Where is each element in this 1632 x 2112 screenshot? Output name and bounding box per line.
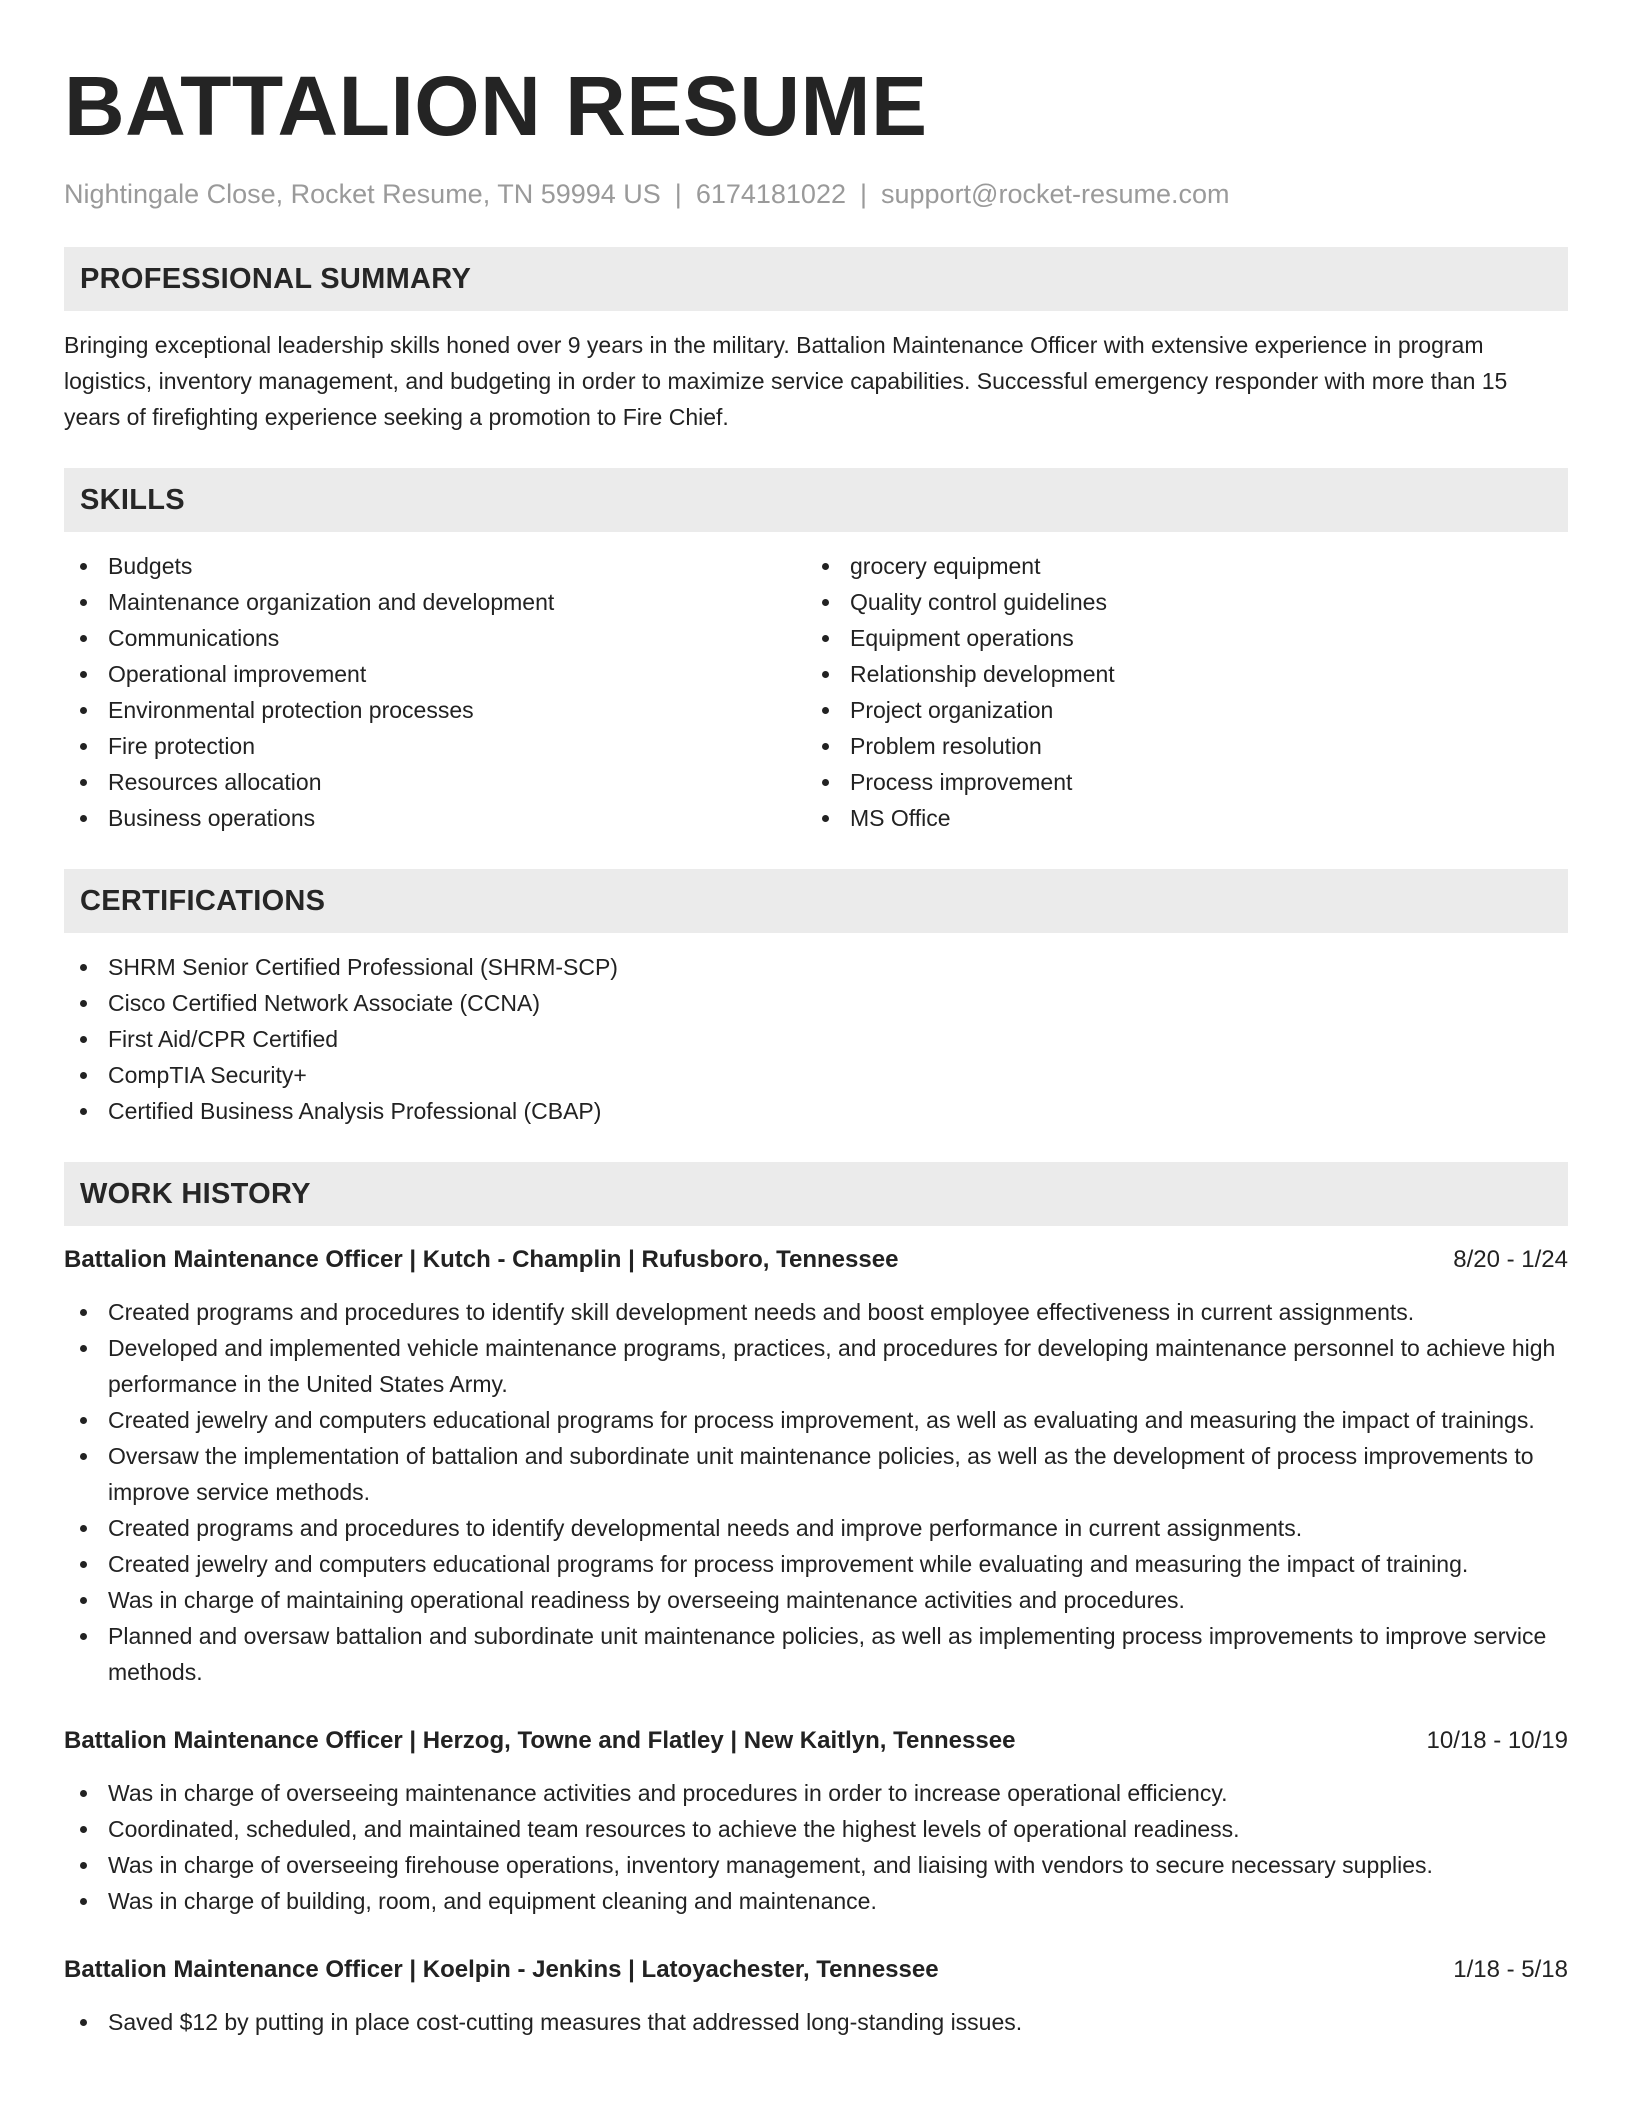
certification-item: CompTIA Security+ xyxy=(64,1057,1568,1093)
summary-section xyxy=(64,247,1568,435)
job-title: Battalion Maintenance Officer | Kutch - Champlin | Rufusboro, Tennessee xyxy=(64,1246,899,1273)
skill-item: Environmental protection processes xyxy=(64,692,806,728)
job-header xyxy=(64,1952,1568,1988)
certification-item: SHRM Senior Certified Professional (SHRM-SCP) xyxy=(64,949,1568,985)
certifications-section xyxy=(64,869,1568,1129)
work-history-section xyxy=(64,1162,1568,2040)
job-entry xyxy=(64,1242,1568,1690)
job-bullet: Saved $12 by putting in place cost-cutting measures that addressed long-standing issues. xyxy=(64,2004,1568,2040)
summary-heading: PROFESSIONAL SUMMARY xyxy=(64,247,1568,311)
contact-email: support@rocket-resume.com xyxy=(881,179,1230,209)
skill-item: MS Office xyxy=(806,800,1548,836)
contact-separator: | xyxy=(859,179,867,209)
skill-item: grocery equipment xyxy=(806,548,1548,584)
job-header xyxy=(64,1242,1568,1278)
job-entry xyxy=(64,1723,1568,1919)
skills-section xyxy=(64,468,1568,836)
job-bullet: Created jewelry and computers educational programs for process improvement while evaluating and measuring the impact of training. xyxy=(64,1546,1568,1582)
contact-separator: | xyxy=(674,179,682,209)
certification-item: Cisco Certified Network Associate (CCNA) xyxy=(64,985,1568,1021)
skill-item: Maintenance organization and development xyxy=(64,584,806,620)
job-bullet: Was in charge of overseeing firehouse operations, inventory management, and liaising with vendors to secure necessary supplies. xyxy=(64,1847,1568,1883)
skill-item: Relationship development xyxy=(806,656,1548,692)
skills-list-left xyxy=(64,548,806,836)
resume-name: BATTALION RESUME xyxy=(64,59,928,153)
skill-item: Process improvement xyxy=(806,764,1548,800)
skill-item: Resources allocation xyxy=(64,764,806,800)
job-bullet: Was in charge of maintaining operational readiness by overseeing maintenance activities and procedures. xyxy=(64,1582,1568,1618)
job-dates: 8/20 - 1/24 xyxy=(1453,1246,1568,1273)
summary-text: Bringing exceptional leadership skills honed over 9 years in the military. Battalion Maintenance Officer with extensive experience in program logistics, inventory management, and budgeting in order to maximize service capabilities. Successful emergency responder with more than 15 years of firefighting experience seeking a promotion to Fire Chief. xyxy=(64,332,1508,430)
contact-line xyxy=(64,178,1568,210)
job-bullet: Developed and implemented vehicle maintenance programs, practices, and procedures for developing maintenance personnel to achieve high performance in the United States Army. xyxy=(64,1330,1568,1402)
skill-item: Project organization xyxy=(806,692,1548,728)
job-bullet: Was in charge of overseeing maintenance activities and procedures in order to increase operational efficiency. xyxy=(64,1775,1568,1811)
contact-address: Nightingale Close, Rocket Resume, TN 59994 US xyxy=(64,179,661,209)
job-title: Battalion Maintenance Officer | Herzog, Towne and Flatley | New Kaitlyn, Tennessee xyxy=(64,1727,1016,1754)
certifications-list xyxy=(64,949,1568,1129)
skills-list-right xyxy=(806,548,1548,836)
skill-item: Communications xyxy=(64,620,806,656)
skills-heading: SKILLS xyxy=(64,468,1568,532)
job-bullets xyxy=(64,2004,1568,2040)
job-bullet: Coordinated, scheduled, and maintained team resources to achieve the highest levels of operational readiness. xyxy=(64,1811,1568,1847)
job-bullet: Created programs and procedures to identify skill development needs and boost employee effectiveness in current assignments. xyxy=(64,1294,1568,1330)
job-header xyxy=(64,1723,1568,1759)
certification-item: First Aid/CPR Certified xyxy=(64,1021,1568,1057)
skills-columns xyxy=(64,548,1568,836)
job-bullets xyxy=(64,1294,1568,1690)
job-bullet: Created jewelry and computers educational programs for process improvement, as well as evaluating and measuring the impact of trainings. xyxy=(64,1402,1568,1438)
job-dates: 1/18 - 5/18 xyxy=(1453,1956,1568,1983)
resume-page xyxy=(64,0,1568,2040)
skill-item: Budgets xyxy=(64,548,806,584)
certification-item: Certified Business Analysis Professional (CBAP) xyxy=(64,1093,1568,1129)
skill-item: Equipment operations xyxy=(806,620,1548,656)
skill-item: Fire protection xyxy=(64,728,806,764)
job-dates: 10/18 - 10/19 xyxy=(1426,1727,1568,1754)
contact-phone: 6174181022 xyxy=(695,179,846,209)
job-title: Battalion Maintenance Officer | Koelpin - Jenkins | Latoyachester, Tennessee xyxy=(64,1956,939,1983)
certifications-heading: CERTIFICATIONS xyxy=(64,869,1568,933)
job-bullet: Created programs and procedures to identify developmental needs and improve performance in current assignments. xyxy=(64,1510,1568,1546)
skill-item: Business operations xyxy=(64,800,806,836)
job-bullet: Was in charge of building, room, and equipment cleaning and maintenance. xyxy=(64,1883,1568,1919)
skill-item: Operational improvement xyxy=(64,656,806,692)
job-entry xyxy=(64,1952,1568,2040)
skill-item: Problem resolution xyxy=(806,728,1548,764)
work-history-heading: WORK HISTORY xyxy=(64,1162,1568,1226)
job-bullet: Planned and oversaw battalion and subordinate unit maintenance policies, as well as implementing process improvements to improve service methods. xyxy=(64,1618,1568,1690)
job-bullet: Oversaw the implementation of battalion and subordinate unit maintenance policies, as well as the development of process improvements to improve service methods. xyxy=(64,1438,1568,1510)
skill-item: Quality control guidelines xyxy=(806,584,1548,620)
job-bullets xyxy=(64,1775,1568,1919)
